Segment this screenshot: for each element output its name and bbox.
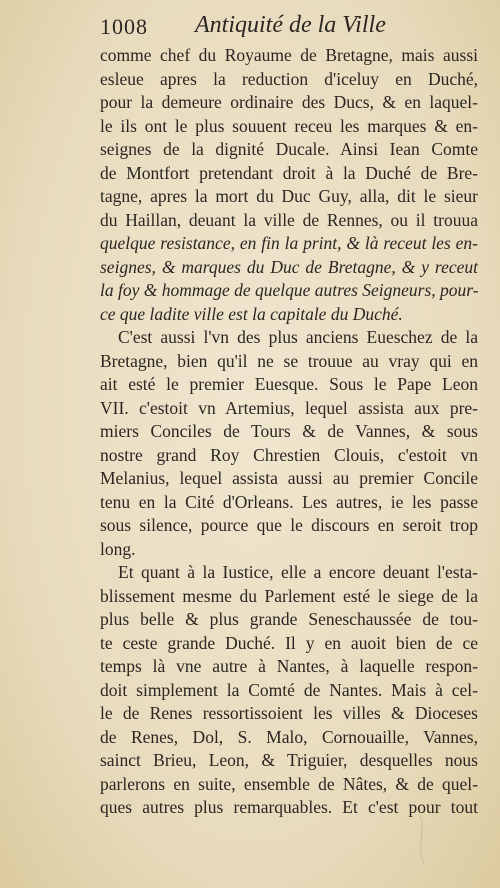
text-line: doit simplement la Comté de Nantes. Mais à cel- — [100, 679, 478, 700]
text-line: ait esté le premier Euesque. Sous le Pape Leon — [100, 374, 478, 394]
text-line: de Montfort pretendant droit à la Duché de Bre- — [100, 162, 478, 183]
body-text — [100, 44, 478, 820]
text-line: nostre grand Roy Chrestien Clouis, c'estoit vn — [100, 444, 478, 465]
text-line: temps là vne autre à Nantes, à laquelle respon- — [100, 656, 478, 676]
text-line: plus belle & plus grande Seneschaussée de tou- — [100, 609, 478, 629]
text-line: blissement mesme du Parlement esté le siege de la — [100, 585, 478, 606]
page-number: 1008 — [100, 14, 148, 39]
page-header — [100, 10, 480, 40]
text-line: ce que ladite ville est la capitale du Duché. — [100, 303, 403, 324]
text-line: miers Conciles de Tours & de Vannes, & sous — [100, 421, 478, 441]
running-title: Antiquité de la Ville — [195, 12, 386, 38]
text-line: parlerons en suite, ensemble de Nâtes, & de quel- — [100, 773, 478, 794]
text-line: ques autres plus remarquables. Et c'est pour tout — [100, 797, 478, 817]
text-line: C'est aussi l'vn des plus anciens Eueschez de la — [118, 327, 478, 347]
text-line: te ceste grande Duché. Il y en auoit bien de ce — [100, 632, 478, 653]
ink-smudge — [410, 810, 440, 870]
text-line: du Haillan, deuant la ville de Rennes, ou il trouua — [100, 209, 478, 230]
text-line: le ils ont le plus souuent receu les marques & en- — [100, 115, 478, 136]
text-line: sainct Brieu, Leon, & Triguier, desquelles nous — [100, 750, 478, 770]
text-line: sous silence, pource que le discours en seroit trop — [100, 515, 478, 535]
text-line: la foy & hommage de quelque autres Seigneurs, pour- — [100, 280, 479, 300]
text-line: le de Renes ressortissoient les villes & Dioceses — [100, 703, 478, 723]
text-line: quelque resistance, en fin la print, & là receut les en- — [100, 233, 478, 253]
text-line: esleue apres la reduction d'iceluy en Duché, — [100, 68, 478, 89]
text-line: pour la demeure ordinaire des Ducs, & en laquel- — [100, 92, 478, 112]
text-line: de Renes, Dol, S. Malo, Cornouaille, Vannes, — [100, 726, 478, 747]
text-line: tenu en la Cité d'Orleans. Les autres, ie les passe — [100, 491, 478, 512]
text-line: Bretagne, bien qu'il ne se trouue au vray qui en — [100, 350, 478, 371]
text-line: Et quant à la Iustice, elle a encore deuant l'esta- — [118, 562, 478, 582]
text-line: seignes de la dignité Ducale. Ainsi Iean Comte — [100, 139, 478, 159]
text-line: tagne, apres la mort du Duc Guy, alla, dit le sieur — [100, 186, 478, 206]
text-line: VII. c'estoit vn Artemius, lequel assista aux pre- — [100, 397, 478, 418]
text-line: Melanius, lequel assista aussi au premier Concile — [100, 468, 478, 488]
text-line: long. — [100, 538, 136, 559]
text-line: seignes, & marques du Duc de Bretagne, & y receut — [100, 256, 478, 277]
text-line: comme chef du Royaume de Bretagne, mais aussi — [100, 45, 478, 65]
